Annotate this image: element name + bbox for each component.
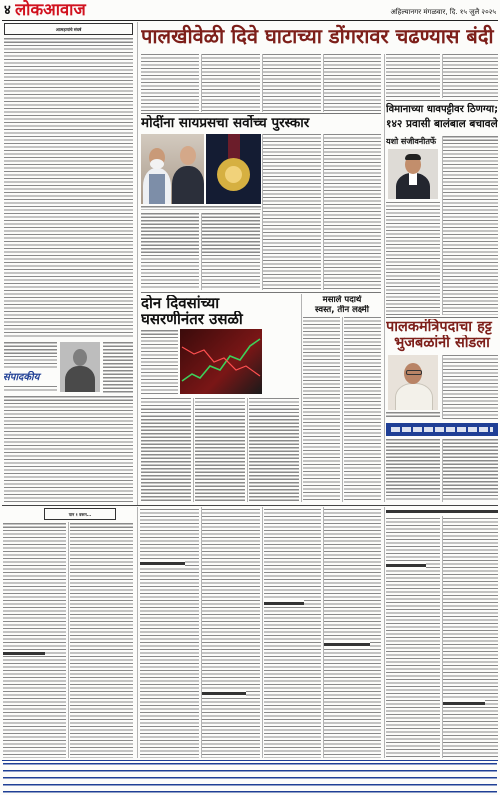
continued-article-body xyxy=(3,523,66,758)
story-divider xyxy=(386,100,498,101)
column-rule xyxy=(201,507,202,758)
article-subheading xyxy=(443,700,485,706)
market-article-body xyxy=(195,398,245,502)
yasho-headline: यशो संजीवनीतर्फे xyxy=(386,137,437,146)
continued-article-body xyxy=(264,509,321,758)
column-rule xyxy=(323,54,324,112)
bhujbal-headline-line-1: पालकमंत्रिपदाचा हट्ट xyxy=(386,319,492,335)
column-rule xyxy=(193,398,194,502)
continued-article-body xyxy=(443,518,498,758)
section-divider xyxy=(2,505,498,506)
market-headline-line-1: दोन दिवसांच्या xyxy=(141,295,220,312)
flight-headline-line-2: १४२ प्रवासी बालंबाल बचावले xyxy=(386,118,498,130)
market-article-body xyxy=(141,330,178,395)
modi-article-body xyxy=(324,134,381,290)
left-article-body xyxy=(4,396,133,502)
column-rule xyxy=(201,213,202,290)
column-rule xyxy=(442,54,443,98)
bhujbal-headline-line-2: भुजबळांनी सोडला xyxy=(394,335,490,351)
column-rule xyxy=(442,355,443,419)
flight-article-body xyxy=(443,136,498,315)
column-rule xyxy=(247,398,248,502)
left-article-body xyxy=(4,386,57,393)
dateline: अहिल्यानगर मंगळवार, दि. १५ जुलै २०२५ xyxy=(390,8,496,16)
column-rule xyxy=(384,507,385,758)
lead-article-body xyxy=(141,54,199,112)
left-section-title: आत्महत्यांचे संघर्ष xyxy=(4,23,133,35)
modi-award-photo xyxy=(141,134,204,204)
lead-article-body xyxy=(202,54,260,112)
market-headline-line-2: घसरणीनंतर उसळी xyxy=(141,311,243,328)
person-hair xyxy=(405,154,421,160)
medal-inner xyxy=(225,166,242,183)
person-body xyxy=(172,166,204,204)
article-subheading xyxy=(3,650,45,656)
banner-article-body xyxy=(386,439,440,502)
photo-caption xyxy=(386,412,440,419)
column-rule xyxy=(442,516,443,758)
modi-article-body xyxy=(141,213,199,290)
yasho-person-photo xyxy=(388,149,438,199)
yasho-article-body xyxy=(386,202,440,315)
person-shirt xyxy=(409,173,417,185)
article-subheading xyxy=(202,690,246,696)
article-subheading xyxy=(386,508,498,514)
continued-article-body xyxy=(70,523,133,758)
page-number: ४ xyxy=(4,3,11,18)
modi-article-body xyxy=(263,134,321,290)
column-rule xyxy=(384,54,385,502)
column-rule xyxy=(262,134,263,290)
column-rule xyxy=(323,134,324,290)
column-rule xyxy=(342,317,343,502)
article-subheading xyxy=(386,562,426,568)
bhujbal-article-body xyxy=(443,355,498,419)
left-article-body xyxy=(4,342,57,369)
person-beard xyxy=(150,159,164,169)
spice-headline-line-1: मसाले पदार्थ xyxy=(322,295,362,305)
banner-article-body xyxy=(443,439,498,502)
spice-article-body xyxy=(344,317,381,502)
continued-article-body xyxy=(324,509,381,758)
stock-market-photo xyxy=(180,329,262,394)
article-subheading xyxy=(264,600,304,606)
editorial-label: संपादकीय xyxy=(3,372,40,383)
modi-article-body xyxy=(202,213,260,290)
market-article-body xyxy=(249,398,299,502)
story-divider xyxy=(141,292,381,293)
story-divider xyxy=(141,113,381,114)
article-subheading xyxy=(324,641,370,647)
spice-article-body xyxy=(303,317,340,502)
story-divider xyxy=(386,317,498,318)
column-rule xyxy=(137,22,138,505)
continued-article-body xyxy=(202,509,260,758)
continued-from-page-one: पान १ वरून... xyxy=(44,508,116,520)
footer-rule xyxy=(2,760,498,761)
column-rule xyxy=(301,294,302,502)
column-rule xyxy=(68,522,69,758)
medal-photo xyxy=(206,134,261,204)
lead-article-body xyxy=(263,54,321,112)
lead-headline: पालखीवेळी दिवे घाटाच्या डोंगरावर चढण्यास बंदी xyxy=(141,24,494,48)
banner-text-lines xyxy=(391,427,493,432)
column-rule xyxy=(323,507,324,758)
person-body xyxy=(395,383,433,410)
modi-headline: मोदींना सायप्रसचा सर्वोच्च पुरस्कार xyxy=(141,115,310,131)
column-rule xyxy=(442,136,443,315)
masthead: लोकआवाज xyxy=(15,0,86,19)
continued-article-body xyxy=(140,509,199,758)
person-vest xyxy=(149,174,165,204)
article-subheading xyxy=(140,560,185,566)
lead-article-body xyxy=(443,54,498,98)
lead-article-body xyxy=(324,54,381,112)
market-fall-line xyxy=(182,347,260,376)
person-head xyxy=(180,146,196,165)
photo-caption xyxy=(141,206,261,210)
spice-headline-line-2: स्वस्त, तीन लक्ष्मी xyxy=(315,305,369,315)
portrait-shoulders xyxy=(65,366,95,392)
blue-news-banner xyxy=(386,423,498,436)
column-rule xyxy=(201,54,202,112)
publisher-imprint xyxy=(3,763,497,793)
column-rule xyxy=(262,54,263,112)
lead-article-body xyxy=(386,54,440,98)
continued-article-body xyxy=(386,518,440,758)
portrait-head xyxy=(73,349,87,366)
column-rule xyxy=(137,507,138,758)
flight-headline-line-1: विमानाच्या धावपट्टीवर ठिणग्या; xyxy=(386,104,498,115)
left-article-body xyxy=(103,342,133,393)
bhujbal-photo xyxy=(388,355,438,410)
market-rise-line xyxy=(182,339,260,381)
person-glasses xyxy=(406,370,422,375)
header-rule xyxy=(2,20,498,21)
market-article-body xyxy=(141,398,191,502)
market-graphic xyxy=(180,329,262,394)
left-article-body xyxy=(4,38,133,338)
column-rule xyxy=(262,507,263,758)
column-rule xyxy=(442,439,443,502)
editorial-portrait xyxy=(60,342,100,392)
